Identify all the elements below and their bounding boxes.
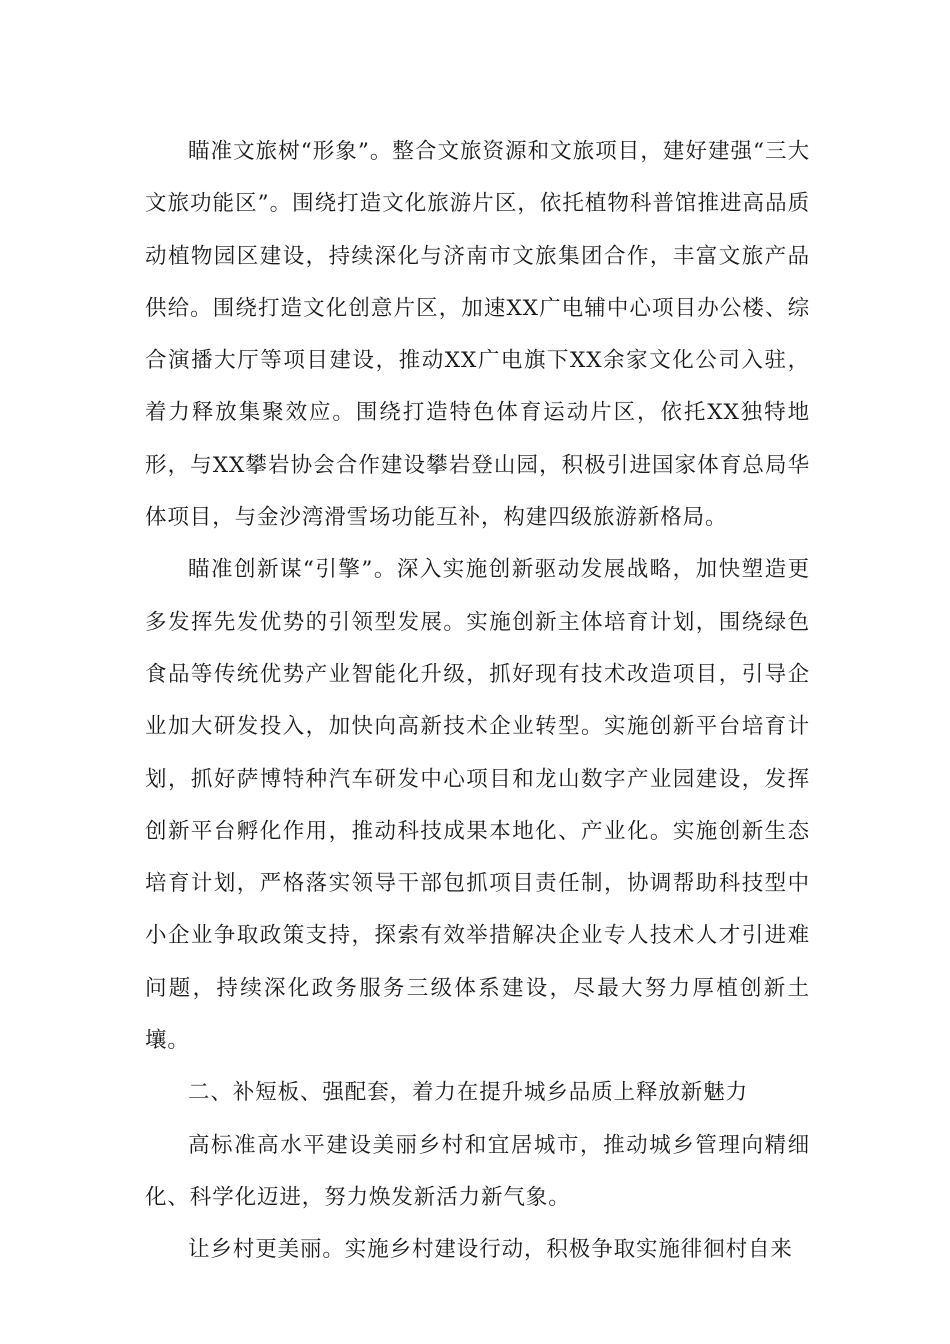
- section-heading-urban-rural: 二、补短板、强配套，着力在提升城乡品质上释放新魅力: [188, 1080, 749, 1106]
- paragraph-innovation-engine: 瞄准创新谋“引擎”。深入实施创新驱动发展战略，加快塑造更多发挥先发优势的引领型发展。实施创新主体培育计划，围绕绿色食品等传统优势产业智能化升级，抓好现有技术改造项目，引导企业加大研发投入，加快向高新技术企业转型。实施创新平台培育计划，抓好萨博特种汽车研发中心项目和龙山数字产业园建设，发挥创新平台孵化作用，推动科技成果本地化、产业化。实施创新生态培育计划，严格落实领导干部包抓项目责任制，协调帮助科技型中小企业争取政策支持，探索有效举措解决企业专人技术人才引进难问题，持续深化政务服务三级体系建设，尽最大努力厚植创新土壤。: [145, 557, 810, 1054]
- paragraph-tourism-image: 瞄准文旅树“形象”。整合文旅资源和文旅项目，建好建强“三大文旅功能区”。围绕打造文化旅游片区，依托植物科普馆推进高品质动植物园区建设，持续深化与济南市文旅集团合作，丰富文旅产品供给。围绕打造文化创意片区，加速XX广电辅中心项目办公楼、综合演播大厅等项目建设，推动XX广电旗下XX余家文化公司入驻，着力释放集聚效应。围绕打造特色体育运动片区，依托XX独特地形，与XX攀岩协会合作建设攀岩登山园，积极引进国家体育总局华体项目，与金沙湾滑雪场功能互补，构建四级旅游新格局。: [145, 139, 810, 531]
- document-body: [145, 126, 810, 1277]
- paragraph-beautiful-countryside: 让乡村更美丽。实施乡村建设行动，积极争取实施徘徊村自来: [188, 1237, 793, 1263]
- paragraph-urban-rural-intro: 高标准高水平建设美丽乡村和宜居城市，推动城乡管理向精细化、科学化迈进，努力焕发新活力新气象。: [145, 1132, 810, 1210]
